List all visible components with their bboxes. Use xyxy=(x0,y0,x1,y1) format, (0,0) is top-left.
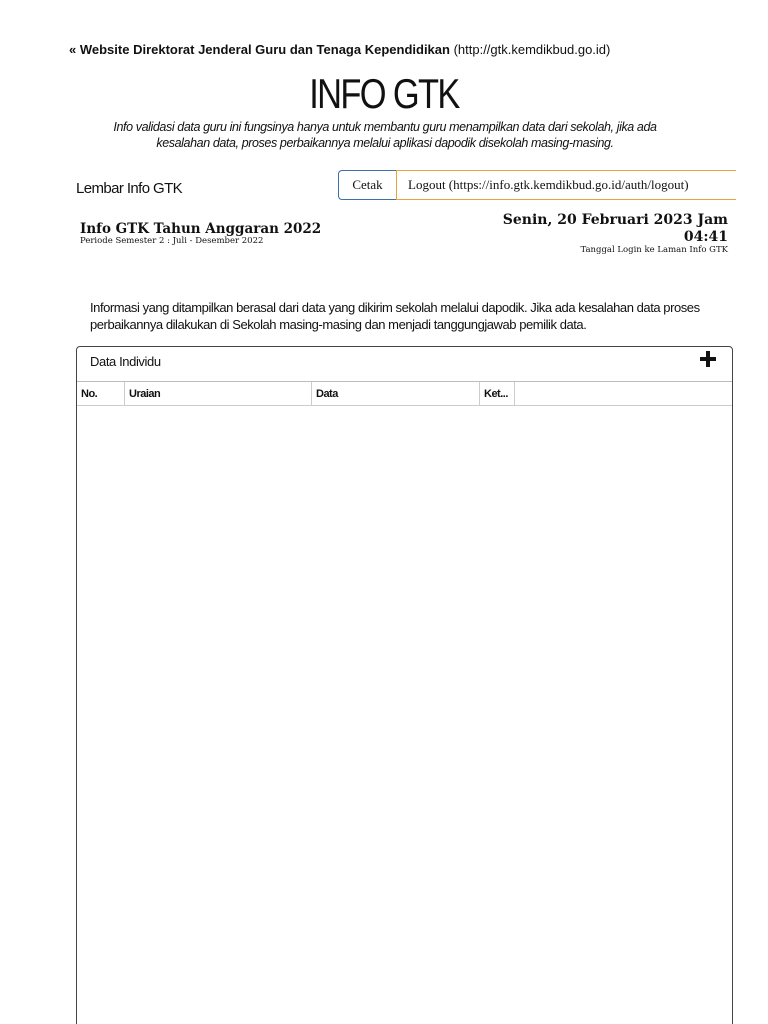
column-header-empty xyxy=(515,382,733,406)
back-link-url: (http://gtk.kemdikbud.go.id) xyxy=(449,42,611,57)
page-description: Info validasi data guru ini fungsinya hanya untuk membantu guru menampilkan data dari sekolah, jika ada kesalahan data, proses perbaikannya melalui aplikasi dapodik disekolah masing-masing. xyxy=(113,120,657,150)
info-notice: Informasi yang ditampilkan berasal dari data yang dikirim sekolah melalui dapodik. Jika ada kesalahan data proses perbaikannya dilakukan di Sekolah masing-masing dan menjadi tanggungjawab pemilik data. xyxy=(90,300,700,332)
top-link[interactable] xyxy=(69,42,610,57)
login-date-caption: Tanggal Login ke Laman Info GTK xyxy=(580,245,728,255)
back-link-label[interactable]: Website Direktorat Jenderal Guru dan Tenaga Kependidikan xyxy=(79,42,450,57)
column-header-no: No. xyxy=(77,382,125,406)
logout-button[interactable]: Logout (https://info.gtk.kemdikbud.go.id/auth/logout) xyxy=(396,170,736,200)
plus-icon[interactable] xyxy=(699,350,717,368)
back-link-prefix: « xyxy=(69,42,80,57)
section-title: Lembar Info GTK xyxy=(76,180,183,197)
table-header-row xyxy=(77,382,732,406)
panel-header xyxy=(77,347,732,382)
data-table xyxy=(77,382,732,406)
print-button[interactable]: Cetak xyxy=(338,170,396,200)
login-date: Senin, 20 Februari 2023 Jam 04:41 xyxy=(502,212,728,245)
period-label: Periode Semester 2 : Juli - Desember 2022 xyxy=(80,236,264,246)
column-header-data: Data xyxy=(312,382,480,406)
page-title: INFO GTK xyxy=(309,70,459,117)
panel-title: Data Individu xyxy=(90,354,161,369)
fiscal-year-title: Info GTK Tahun Anggaran 2022 xyxy=(80,221,322,237)
data-individu-panel xyxy=(76,346,733,1024)
column-header-ket: Ket... xyxy=(480,382,515,406)
column-header-uraian: Uraian xyxy=(125,382,312,406)
